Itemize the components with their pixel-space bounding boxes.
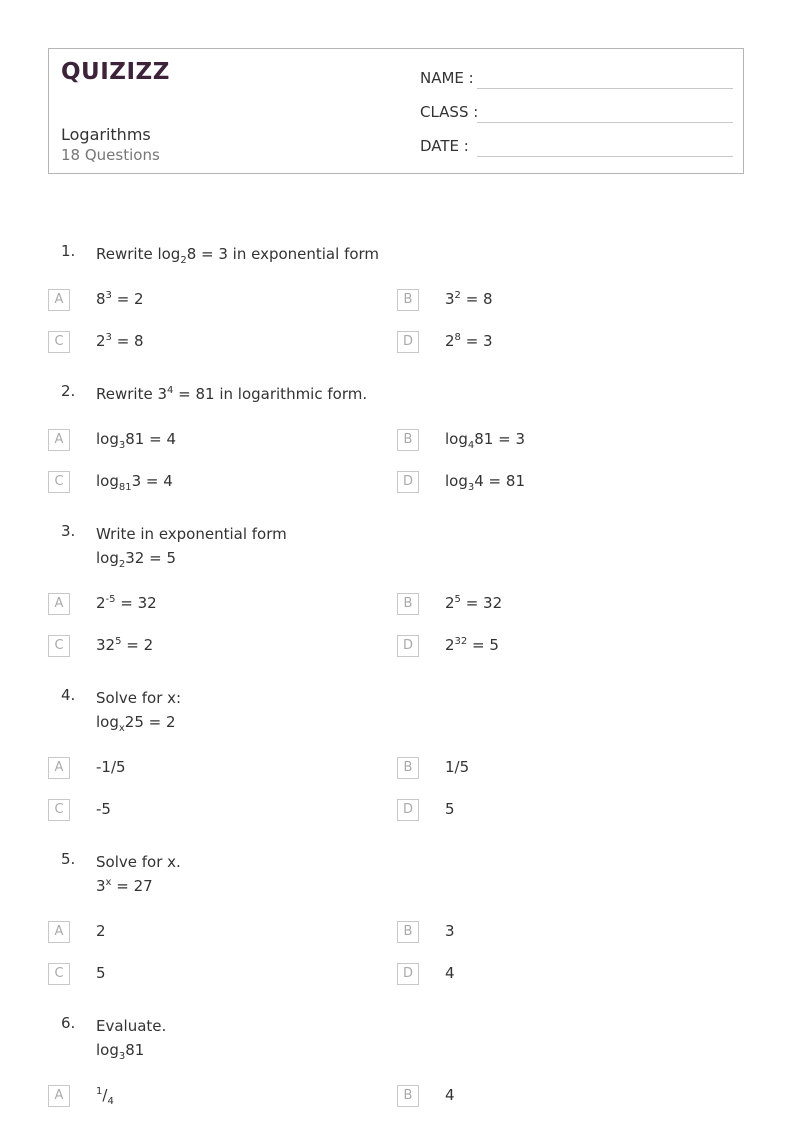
text-run: -5 xyxy=(96,800,111,818)
option-text xyxy=(445,332,493,350)
subscript: 2 xyxy=(118,559,126,570)
question-text xyxy=(96,242,379,266)
option-letter-box[interactable]: C xyxy=(48,471,70,493)
answer-option-d[interactable] xyxy=(397,963,737,987)
option-letter-box[interactable]: B xyxy=(397,757,419,779)
text-run: 8 = 3 in exponential form xyxy=(186,245,380,263)
option-letter-box[interactable]: D xyxy=(397,471,419,493)
answer-option-d[interactable] xyxy=(397,635,737,659)
question-line xyxy=(96,686,181,710)
answer-option-b[interactable] xyxy=(397,1085,737,1109)
answer-option-d[interactable] xyxy=(397,331,737,355)
text-run: 32 = 5 xyxy=(125,549,176,567)
option-text xyxy=(445,430,525,451)
question-number: 5. xyxy=(61,850,76,868)
text-run: 2 xyxy=(445,332,455,350)
option-text xyxy=(96,800,111,818)
text-run: 8 xyxy=(96,290,106,308)
question-line xyxy=(96,1038,166,1062)
superscript: 4 xyxy=(167,385,174,396)
answer-option-a[interactable] xyxy=(48,593,388,617)
superscript: 3 xyxy=(105,332,112,343)
option-text xyxy=(96,332,144,350)
option-text xyxy=(445,1086,455,1104)
option-text xyxy=(96,922,106,940)
question-line xyxy=(96,522,287,546)
option-text xyxy=(96,430,176,451)
question-line xyxy=(96,850,181,874)
text-run: 2 xyxy=(445,636,455,654)
text-run: = 32 xyxy=(460,594,503,612)
text-run: log xyxy=(96,1041,119,1059)
answer-option-b[interactable] xyxy=(397,921,737,945)
option-text xyxy=(445,290,493,308)
text-run: log xyxy=(96,472,119,490)
class-line[interactable] xyxy=(477,122,733,123)
option-letter-box[interactable]: C xyxy=(48,331,70,353)
option-letter-box[interactable]: D xyxy=(397,635,419,657)
subscript: 2 xyxy=(180,255,187,266)
subscript: 3 xyxy=(118,440,126,451)
question-line xyxy=(96,546,287,570)
question-text xyxy=(96,522,287,570)
name-field[interactable] xyxy=(420,67,733,91)
answer-option-b[interactable] xyxy=(397,289,737,313)
question-number: 6. xyxy=(61,1014,76,1032)
text-run: = 5 xyxy=(467,636,499,654)
option-letter-box[interactable]: A xyxy=(48,429,70,451)
superscript: 2 xyxy=(454,290,461,301)
text-run: Rewrite 3 xyxy=(96,385,168,403)
superscript: 5 xyxy=(115,636,122,647)
class-field[interactable] xyxy=(420,101,733,125)
text-run: Rewrite log xyxy=(96,245,181,263)
answer-option-b[interactable] xyxy=(397,429,737,453)
answer-option-b[interactable] xyxy=(397,593,737,617)
question-text xyxy=(96,1014,166,1062)
option-text xyxy=(96,1086,114,1107)
text-run: = 3 xyxy=(460,332,493,350)
superscript: -5 xyxy=(105,594,116,605)
text-run: 5 xyxy=(445,800,455,818)
answer-option-c[interactable] xyxy=(48,799,388,823)
text-run: 5 xyxy=(96,964,106,982)
text-run: Solve for x. xyxy=(96,853,181,871)
question-text xyxy=(96,382,367,406)
question-number: 3. xyxy=(61,522,76,540)
text-run: 3 xyxy=(445,922,455,940)
answer-option-a[interactable] xyxy=(48,289,388,313)
superscript: 32 xyxy=(454,636,468,647)
superscript: 1 xyxy=(96,1086,103,1097)
text-run: / xyxy=(102,1086,108,1104)
text-run: 81 xyxy=(125,1041,145,1059)
option-letter-box[interactable]: B xyxy=(397,429,419,451)
option-text xyxy=(445,758,469,776)
answer-option-a[interactable] xyxy=(48,757,388,781)
answer-option-a[interactable] xyxy=(48,1085,388,1109)
text-run: = 27 xyxy=(111,877,153,895)
option-text xyxy=(445,800,455,818)
text-run: = 8 xyxy=(111,332,144,350)
option-letter-box[interactable]: A xyxy=(48,1085,70,1107)
text-run: 2 xyxy=(96,594,106,612)
question-text xyxy=(96,686,181,734)
text-run: log xyxy=(445,430,468,448)
subscript: 3 xyxy=(467,482,475,493)
subscript: 3 xyxy=(118,1051,126,1062)
text-run: log xyxy=(96,713,119,731)
text-run: 1/5 xyxy=(445,758,470,776)
answer-option-c[interactable] xyxy=(48,471,388,495)
option-text xyxy=(445,594,502,612)
subscript: 81 xyxy=(118,482,132,493)
option-letter-box[interactable]: D xyxy=(397,799,419,821)
text-run: 2 xyxy=(96,922,106,940)
text-run: 3 xyxy=(96,877,106,895)
option-text xyxy=(445,636,499,654)
answer-option-a[interactable] xyxy=(48,921,388,945)
option-letter-box[interactable]: A xyxy=(48,289,70,311)
superscript: 3 xyxy=(105,290,112,301)
text-run: 25 = 2 xyxy=(124,713,176,731)
question-line xyxy=(96,874,181,898)
text-run: = 2 xyxy=(121,636,154,654)
answer-option-c[interactable] xyxy=(48,331,388,355)
text-run: Write in exponential form xyxy=(96,525,287,543)
worksheet-header xyxy=(48,48,744,174)
date-field[interactable] xyxy=(420,135,733,159)
answer-option-c[interactable] xyxy=(48,963,388,987)
question-line xyxy=(96,1014,166,1038)
text-run: = 32 xyxy=(115,594,157,612)
option-letter-box[interactable]: C xyxy=(48,963,70,985)
subscript: 4 xyxy=(107,1096,114,1107)
option-text xyxy=(445,472,525,493)
answer-option-b[interactable] xyxy=(397,757,737,781)
option-text xyxy=(96,964,106,982)
text-run: 4 xyxy=(445,1086,455,1104)
text-run: = 81 in logarithmic form. xyxy=(173,385,368,403)
question-line xyxy=(96,710,181,734)
option-text xyxy=(96,758,126,776)
question-number: 1. xyxy=(61,242,76,260)
option-letter-box[interactable]: C xyxy=(48,635,70,657)
text-run: 3 = 4 xyxy=(131,472,173,490)
quizizz-logo: QUIZIZZ xyxy=(61,59,170,85)
question-number: 2. xyxy=(61,382,76,400)
option-letter-box[interactable]: B xyxy=(397,593,419,615)
text-run: 2 xyxy=(445,594,455,612)
option-text xyxy=(96,290,144,308)
text-run: Solve for x: xyxy=(96,689,182,707)
option-letter-box[interactable]: D xyxy=(397,963,419,985)
option-text xyxy=(445,964,455,982)
question-line xyxy=(96,242,379,266)
text-run: = 2 xyxy=(111,290,144,308)
option-letter-box[interactable]: B xyxy=(397,289,419,311)
class-label: CLASS : xyxy=(420,103,479,121)
option-letter-box[interactable]: C xyxy=(48,799,70,821)
option-text xyxy=(96,472,173,493)
text-run: Evaluate. xyxy=(96,1017,167,1035)
name-label: NAME : xyxy=(420,69,474,87)
name-line[interactable] xyxy=(477,88,733,89)
answer-option-c[interactable] xyxy=(48,635,388,659)
option-text xyxy=(96,594,157,612)
option-text xyxy=(445,922,455,940)
question-text xyxy=(96,850,181,898)
text-run: log xyxy=(445,472,468,490)
text-run: log xyxy=(96,549,119,567)
answer-option-d[interactable] xyxy=(397,799,737,823)
subscript: x xyxy=(118,723,125,734)
date-label: DATE : xyxy=(420,137,469,155)
subscript: 4 xyxy=(467,440,475,451)
option-letter-box[interactable]: A xyxy=(48,921,70,943)
question-line xyxy=(96,382,367,406)
text-run: 3 xyxy=(445,290,455,308)
text-run: 2 xyxy=(96,332,106,350)
option-letter-box[interactable]: B xyxy=(397,921,419,943)
text-run: -1/5 xyxy=(96,758,126,776)
date-line[interactable] xyxy=(477,156,733,157)
text-run: = 8 xyxy=(460,290,493,308)
question-count: 18 Questions xyxy=(61,146,160,164)
superscript: 5 xyxy=(454,594,461,605)
text-run: 81 = 3 xyxy=(474,430,525,448)
text-run: 81 = 4 xyxy=(125,430,176,448)
text-run: log xyxy=(96,430,119,448)
worksheet-title: Logarithms xyxy=(61,125,151,144)
superscript: x xyxy=(105,877,112,888)
answer-option-a[interactable] xyxy=(48,429,388,453)
text-run: 4 = 81 xyxy=(474,472,525,490)
option-letter-box[interactable]: A xyxy=(48,593,70,615)
question-number: 4. xyxy=(61,686,76,704)
option-letter-box[interactable]: A xyxy=(48,757,70,779)
superscript: 8 xyxy=(454,332,461,343)
text-run: 4 xyxy=(445,964,455,982)
option-letter-box[interactable]: D xyxy=(397,331,419,353)
option-letter-box[interactable]: B xyxy=(397,1085,419,1107)
text-run: 32 xyxy=(96,636,116,654)
answer-option-d[interactable] xyxy=(397,471,737,495)
option-text xyxy=(96,636,153,654)
